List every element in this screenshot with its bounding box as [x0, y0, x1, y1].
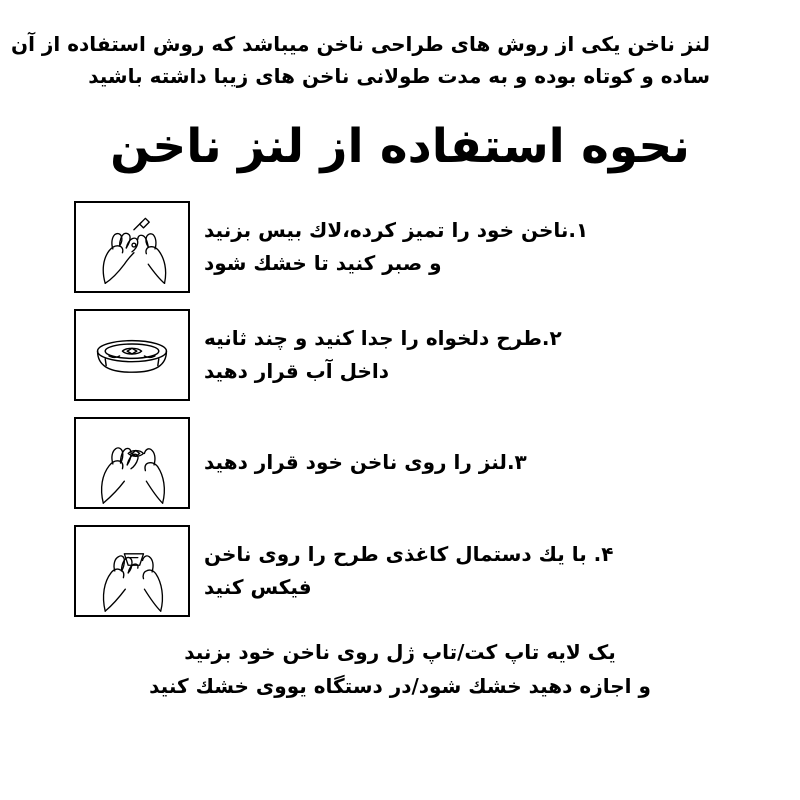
step-3-illustration-frame: [74, 417, 190, 509]
list-item: [30, 525, 760, 617]
hands-pressing-tissue-icon: [76, 527, 188, 615]
step-4-text: [190, 538, 760, 604]
step-1-text: [190, 214, 760, 280]
hands-applying-base-coat-icon: [76, 203, 188, 291]
step-2-line-2: داخل آب قرار دهید: [204, 358, 389, 383]
list-item: [30, 417, 760, 509]
bowl-of-water-icon: [76, 311, 188, 399]
hands-placing-lens-icon: [76, 419, 188, 507]
intro-line-1: لنز ناخن یکی از روش های طراحی ناخن میباشد که روش استفاده از آن: [11, 32, 710, 56]
intro-paragraph: [11, 28, 770, 92]
bottom-spacer: [30, 703, 770, 790]
intro-line-2: ساده و کوتاه بوده و به مدت طولانی ناخن های زیبا داشته باشید: [88, 64, 710, 88]
steps-list: [30, 201, 770, 617]
step-2-illustration-frame: [74, 309, 190, 401]
step-4-illustration-frame: [74, 525, 190, 617]
footer-line-1: یک لایه تاپ كت/تاپ ژل روی ناخن خود بزنید: [184, 639, 616, 664]
step-4-line-1: ۴. با يك دستمال كاغذی طرح را روی ناخن: [204, 541, 614, 566]
step-1-illustration-frame: [74, 201, 190, 293]
step-2-text: [190, 322, 760, 388]
list-item: [30, 201, 760, 293]
step-4-line-2: فیكس كنید: [204, 574, 312, 599]
step-3-text: [190, 446, 760, 479]
footer-line-2: و اجازه دهید خشك شود/در دستگاه یووی خشك كنید: [149, 673, 651, 698]
page-title: نحوه استفاده از لنز ناخن: [110, 119, 690, 174]
step-3-line-1: ۳.لنز را روی ناخن خود قرار دهید: [204, 450, 527, 475]
list-item: [30, 309, 760, 401]
step-2-line-1: ۲.طرح دلخواه را جدا كنید و چند ثانیه: [204, 325, 562, 350]
step-1-line-2: و صبر كنید تا خشك شود: [204, 250, 442, 275]
footer-note: [30, 635, 770, 703]
step-1-line-1: ۱.ناخن خود را تمیز کرده،لاك بیس بزنید: [204, 217, 589, 242]
